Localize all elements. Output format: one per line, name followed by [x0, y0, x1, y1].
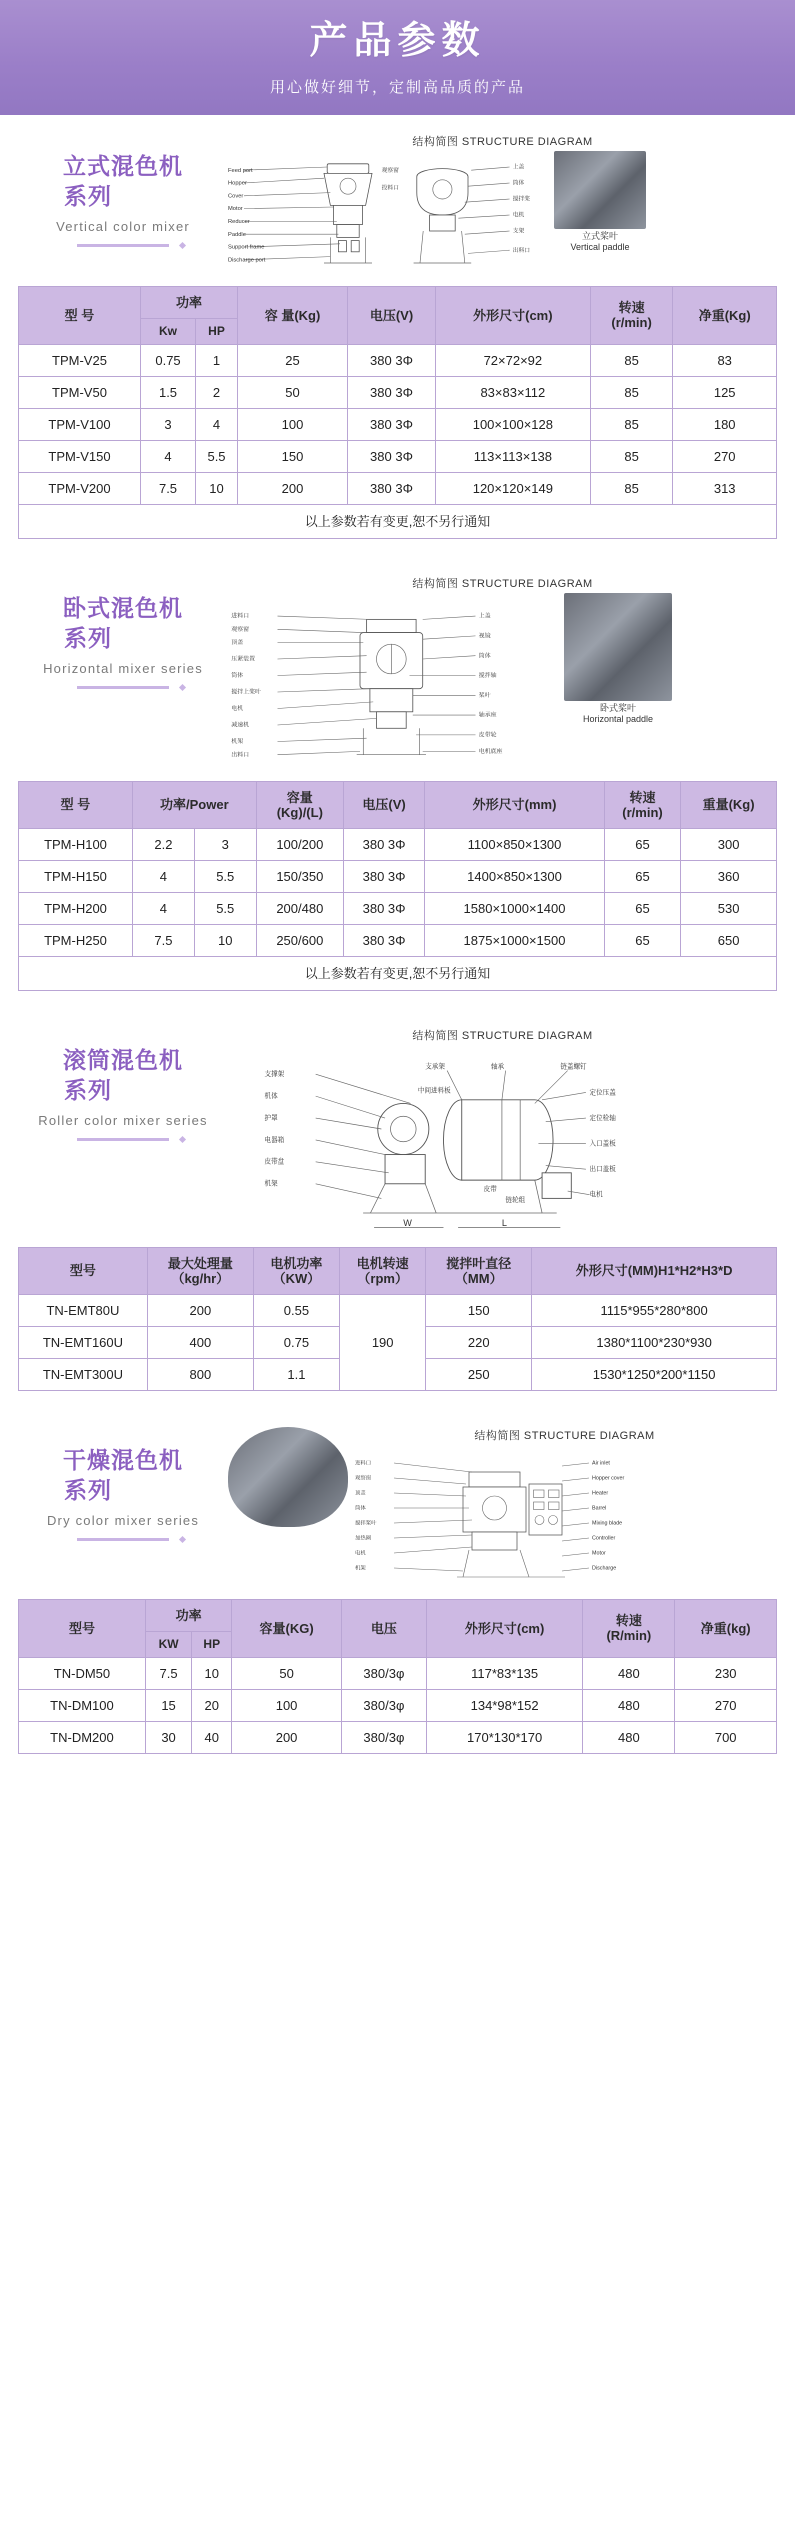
- svg-text:Mixing blade: Mixing blade: [592, 1520, 623, 1527]
- svg-text:观察窗: 观察窗: [355, 1475, 372, 1482]
- cell-voltage: 380 3Φ: [348, 376, 436, 408]
- svg-text:机体: 机体: [264, 1092, 278, 1100]
- svg-text:出口盖板: 出口盖板: [589, 1165, 616, 1173]
- svg-text:机架: 机架: [355, 1565, 366, 1572]
- section-roller-figure: [228, 1027, 777, 1237]
- cell-capacity: 50: [237, 376, 347, 408]
- svg-text:搅拌上桨叶: 搅拌上桨叶: [231, 689, 261, 696]
- vertical-paddle-photo: [554, 151, 646, 229]
- svg-text:Discharge: Discharge: [592, 1565, 617, 1572]
- section-vertical-title-cn-2: 系列: [64, 183, 112, 209]
- cell-weight: 270: [673, 440, 777, 472]
- cell-voltage: 380 3Φ: [348, 344, 436, 376]
- table-row: [19, 1689, 777, 1721]
- cell-kw: 0.75: [140, 344, 195, 376]
- paddle-caption-cn: 卧式桨叶: [599, 702, 636, 713]
- cell-kw: 7.5: [145, 1657, 191, 1689]
- cell-weight: 230: [675, 1657, 777, 1689]
- section-vertical-title: [18, 133, 228, 247]
- table-row: [19, 1657, 777, 1689]
- diagram-caption: 结构简图 STRUCTURE DIAGRAM: [412, 136, 593, 148]
- cell-voltage: 380 3Φ: [348, 440, 436, 472]
- vertical-table-wrap: [0, 286, 795, 557]
- cell-speed: 480: [583, 1721, 675, 1753]
- cell-blade-dia: 220: [426, 1326, 532, 1358]
- cell-max-capacity: 200: [147, 1294, 253, 1326]
- svg-text:筒体: 筒体: [512, 180, 525, 187]
- cell-model: TPM-H200: [19, 892, 133, 924]
- cell-voltage: 380 3Φ: [348, 408, 436, 440]
- cell-hp: 5.5: [194, 892, 256, 924]
- dry-mixer-blade-photo: [228, 1427, 348, 1527]
- horizontal-table-body: [19, 828, 777, 956]
- section-dry-title-en: Dry color mixer series: [46, 1512, 200, 1528]
- svg-text:视镜: 视镜: [478, 633, 491, 640]
- svg-text:Hopper: Hopper: [228, 180, 247, 187]
- th-voltage: 电压(V): [348, 286, 436, 344]
- cell-hp: 3: [194, 828, 256, 860]
- cell-model: TPM-V200: [19, 472, 141, 504]
- cell-capacity: 200/480: [256, 892, 343, 924]
- cell-model: TN-EMT300U: [19, 1358, 148, 1390]
- cell-size: 1530*1250*200*1150: [532, 1358, 777, 1390]
- th-size: 外形尺寸(cm): [435, 286, 590, 344]
- cell-weight: 300: [681, 828, 777, 860]
- cell-model: TN-EMT160U: [19, 1326, 148, 1358]
- svg-text:机架: 机架: [231, 738, 244, 745]
- cell-capacity: 50: [232, 1657, 342, 1689]
- title-underline: [77, 686, 169, 689]
- cell-speed: 85: [590, 344, 673, 376]
- cell-model: TPM-V25: [19, 344, 141, 376]
- cell-voltage: 380 3Φ: [343, 828, 424, 860]
- th-speed: 转速 (R/min): [583, 1599, 675, 1657]
- svg-text:电机: 电机: [231, 705, 244, 712]
- svg-text:搅拌桨: 搅拌桨: [512, 196, 531, 203]
- svg-text:L: L: [501, 1217, 507, 1228]
- cell-motor-power: 0.75: [253, 1326, 339, 1358]
- svg-text:Hopper cover: Hopper cover: [592, 1475, 625, 1482]
- paddle-caption-en: Vertical paddle: [570, 242, 630, 252]
- svg-text:机架: 机架: [264, 1180, 278, 1188]
- table-row: [19, 472, 777, 504]
- svg-text:护罩: 护罩: [264, 1114, 278, 1122]
- svg-text:Discharge port: Discharge port: [228, 257, 266, 264]
- horizontal-paddle-photo: [564, 593, 672, 701]
- svg-text:皮带: 皮带: [483, 1186, 497, 1194]
- horizontal-table-wrap: [0, 781, 795, 1009]
- vertical-mixer-structure-diagram: [228, 151, 548, 276]
- cell-model: TPM-H100: [19, 828, 133, 860]
- table-row: [19, 924, 777, 956]
- svg-text:轴承: 轴承: [490, 1063, 505, 1071]
- svg-text:皮带轮: 皮带轮: [478, 732, 497, 739]
- svg-text:桨叶: 桨叶: [478, 692, 491, 699]
- svg-text:Heater: Heater: [592, 1490, 609, 1497]
- cell-capacity: 250/600: [256, 924, 343, 956]
- svg-text:减速机: 减速机: [231, 722, 250, 729]
- cell-speed: 480: [583, 1657, 675, 1689]
- cell-kw: 7.5: [140, 472, 195, 504]
- cell-hp: 10: [196, 472, 238, 504]
- vertical-table-body: [19, 344, 777, 504]
- th-max-capacity: 最大处理量 （kg/hr）: [147, 1247, 253, 1294]
- th-capacity: 容量 (Kg)/(L): [256, 781, 343, 828]
- svg-text:电器箱: 电器箱: [264, 1136, 285, 1144]
- cell-size: 72×72×92: [435, 344, 590, 376]
- th-speed: 转速 (r/min): [604, 781, 680, 828]
- cell-model: TPM-H250: [19, 924, 133, 956]
- svg-text:Support frame: Support frame: [228, 244, 265, 251]
- page-title: 产品参数: [309, 20, 486, 62]
- cell-size: 83×83×112: [435, 376, 590, 408]
- svg-text:入口盖板: 入口盖板: [589, 1140, 616, 1148]
- cell-size: 113×113×138: [435, 440, 590, 472]
- th-weight: 重量(Kg): [681, 781, 777, 828]
- th-weight: 净重(Kg): [673, 286, 777, 344]
- table-row: [19, 1721, 777, 1753]
- cell-hp: 5.5: [194, 860, 256, 892]
- cell-size: 1380*1100*230*930: [532, 1326, 777, 1358]
- section-roller-title: [18, 1027, 228, 1141]
- cell-size: 170*130*170: [426, 1721, 582, 1753]
- svg-text:定位检轴: 定位检轴: [589, 1114, 616, 1122]
- svg-text:出料口: 出料口: [512, 247, 531, 254]
- section-dry-figure: [228, 1427, 777, 1589]
- section-horizontal-title-cn-1: 卧式混色机: [63, 594, 183, 621]
- table-footnote: 以上参数若有变更,恕不另行通知: [19, 956, 777, 990]
- cell-kw: 4: [140, 440, 195, 472]
- dry-table-body: [19, 1657, 777, 1753]
- svg-text:投料口: 投料口: [381, 185, 399, 192]
- th-size: 外形尺寸(cm): [426, 1599, 582, 1657]
- diagram-caption: 结构简图 STRUCTURE DIAGRAM: [474, 1429, 655, 1442]
- cell-hp: 5.5: [196, 440, 238, 472]
- cell-capacity: 25: [237, 344, 347, 376]
- cell-voltage: 380/3φ: [341, 1689, 426, 1721]
- cell-max-capacity: 800: [147, 1358, 253, 1390]
- cell-kw: 30: [145, 1721, 191, 1753]
- section-vertical-figure: [228, 133, 777, 276]
- svg-text:链盖螺钉: 链盖螺钉: [560, 1063, 587, 1071]
- th-capacity: 容量(KG): [232, 1599, 342, 1657]
- th-model: 型号: [19, 1247, 148, 1294]
- cell-capacity: 100: [232, 1689, 342, 1721]
- paddle-caption-cn: 立式桨叶: [581, 231, 618, 241]
- cell-speed: 85: [590, 440, 673, 472]
- svg-text:进料口: 进料口: [231, 613, 250, 620]
- cell-model: TPM-V50: [19, 376, 141, 408]
- svg-text:顶盖: 顶盖: [355, 1490, 366, 1497]
- horizontal-spec-table: [18, 781, 777, 991]
- cell-hp: 10: [192, 1657, 232, 1689]
- cell-size: 134*98*152: [426, 1689, 582, 1721]
- title-underline: [77, 1138, 169, 1141]
- svg-text:电机底座: 电机底座: [478, 748, 503, 755]
- table-footnote: 以上参数若有变更,恕不另行通知: [19, 504, 777, 538]
- svg-text:Cover: Cover: [228, 193, 244, 200]
- page-subtitle: 用心做好细节，定制高品质的产品: [269, 79, 525, 96]
- section-dry-title-cn-2: 系列: [64, 1476, 112, 1503]
- svg-text:上盖: 上盖: [478, 613, 491, 620]
- section-horizontal-title-en: Horizontal mixer series: [43, 660, 203, 676]
- cell-voltage: 380/3φ: [341, 1657, 426, 1689]
- section-horizontal: [0, 557, 795, 777]
- cell-size: 1100×850×1300: [425, 828, 605, 860]
- cell-kw: 7.5: [132, 924, 194, 956]
- cell-kw: 4: [132, 892, 194, 924]
- svg-text:Motor: Motor: [592, 1550, 606, 1557]
- cell-speed: 85: [590, 376, 673, 408]
- th-speed: 转速 (r/min): [590, 286, 673, 344]
- svg-text:Controller: Controller: [592, 1535, 616, 1542]
- cell-speed: 65: [604, 924, 680, 956]
- section-horizontal-title-cn-2: 系列: [64, 624, 112, 651]
- cell-speed: 65: [604, 828, 680, 860]
- table-row: [19, 344, 777, 376]
- section-dry-title: [18, 1427, 228, 1541]
- cell-voltage: 380 3Φ: [343, 892, 424, 924]
- cell-kw: 4: [132, 860, 194, 892]
- cell-kw: 2.2: [132, 828, 194, 860]
- table-row: [19, 408, 777, 440]
- svg-text:电机: 电机: [589, 1191, 603, 1199]
- roller-spec-table: [18, 1247, 777, 1391]
- cell-model: TN-DM100: [19, 1689, 146, 1721]
- svg-text:压紧装置: 压紧装置: [231, 656, 255, 663]
- cell-weight: 360: [681, 860, 777, 892]
- cell-motor-power: 0.55: [253, 1294, 339, 1326]
- diagram-caption: 结构简图 STRUCTURE DIAGRAM: [412, 577, 593, 590]
- th-motor-power: 电机功率 （KW）: [253, 1247, 339, 1294]
- cell-hp: 40: [192, 1721, 232, 1753]
- svg-text:Air inlet: Air inlet: [592, 1460, 610, 1467]
- cell-blade-dia: 250: [426, 1358, 532, 1390]
- cell-kw: 3: [140, 408, 195, 440]
- svg-text:上盖: 上盖: [512, 164, 525, 171]
- cell-model: TN-DM200: [19, 1721, 146, 1753]
- cell-hp: 10: [194, 924, 256, 956]
- cell-hp: 2: [196, 376, 238, 408]
- cell-weight: 83: [673, 344, 777, 376]
- section-horizontal-figure: [228, 575, 777, 771]
- svg-text:加热圈: 加热圈: [355, 1535, 372, 1542]
- cell-hp: 1: [196, 344, 238, 376]
- svg-text:筒体: 筒体: [478, 653, 491, 660]
- th-model: 型 号: [19, 781, 133, 828]
- cell-motor-power: 1.1: [253, 1358, 339, 1390]
- svg-text:搅拌桨叶: 搅拌桨叶: [355, 1520, 377, 1527]
- vertical-paddle-photo-wrap: [554, 151, 646, 253]
- th-power: 功率: [140, 286, 237, 318]
- cell-weight: 530: [681, 892, 777, 924]
- cell-voltage: 380 3Φ: [348, 472, 436, 504]
- cell-blade-dia: 150: [426, 1294, 532, 1326]
- section-vertical-title-cn-1: 立式混色机: [63, 153, 183, 179]
- cell-capacity: 200: [237, 472, 347, 504]
- svg-text:Reducer: Reducer: [228, 218, 250, 225]
- cell-capacity: 150/350: [256, 860, 343, 892]
- th-kw: KW: [145, 1631, 191, 1657]
- table-row: [19, 1294, 777, 1326]
- cell-size: 1875×1000×1500: [425, 924, 605, 956]
- cell-kw: 1.5: [140, 376, 195, 408]
- cell-size: 1400×850×1300: [425, 860, 605, 892]
- cell-hp: 20: [192, 1689, 232, 1721]
- cell-motor-speed: 190: [340, 1294, 426, 1390]
- dry-table-wrap: [0, 1599, 795, 1772]
- svg-text:Paddle: Paddle: [228, 231, 246, 238]
- cell-voltage: 380/3φ: [341, 1721, 426, 1753]
- svg-text:Feed port: Feed port: [228, 167, 253, 174]
- cell-weight: 125: [673, 376, 777, 408]
- dry-spec-table: [18, 1599, 777, 1754]
- vertical-spec-table: [18, 286, 777, 539]
- svg-text:观察窗: 观察窗: [381, 167, 399, 174]
- section-roller: [0, 1009, 795, 1243]
- cell-kw: 15: [145, 1689, 191, 1721]
- cell-capacity: 200: [232, 1721, 342, 1753]
- svg-text:搅拌轴: 搅拌轴: [478, 672, 497, 679]
- th-power: 功率/Power: [132, 781, 256, 828]
- section-dry: [0, 1409, 795, 1595]
- cell-size: 1115*955*280*800: [532, 1294, 777, 1326]
- cell-weight: 650: [681, 924, 777, 956]
- svg-text:筒体: 筒体: [231, 672, 244, 679]
- paddle-caption-en: Horizontal paddle: [582, 713, 654, 724]
- section-dry-title-cn-1: 干燥混色机: [63, 1446, 183, 1473]
- section-vertical-title-en: Vertical color mixer: [56, 219, 190, 234]
- cell-weight: 700: [675, 1721, 777, 1753]
- page-banner: [0, 0, 795, 115]
- roller-table-body: [19, 1294, 777, 1390]
- th-size: 外形尺寸(MM)H1*H2*H3*D: [532, 1247, 777, 1294]
- table-row: [19, 892, 777, 924]
- section-roller-title-cn-2: 系列: [64, 1076, 112, 1103]
- title-underline: [77, 1538, 169, 1541]
- th-power: 功率: [145, 1599, 231, 1631]
- cell-speed: 65: [604, 892, 680, 924]
- svg-text:支架: 支架: [512, 228, 525, 235]
- cell-capacity: 150: [237, 440, 347, 472]
- cell-weight: 270: [675, 1689, 777, 1721]
- th-voltage: 电压(V): [343, 781, 424, 828]
- cell-model: TN-DM50: [19, 1657, 146, 1689]
- th-motor-speed: 电机转速 （rpm）: [340, 1247, 426, 1294]
- cell-speed: 65: [604, 860, 680, 892]
- svg-text:支承架: 支承架: [425, 1063, 445, 1071]
- th-hp: HP: [196, 318, 238, 344]
- cell-voltage: 380 3Φ: [343, 860, 424, 892]
- cell-size: 120×120×149: [435, 472, 590, 504]
- svg-text:轴承座: 轴承座: [478, 712, 497, 719]
- cell-model: TPM-V150: [19, 440, 141, 472]
- svg-text:电机: 电机: [512, 212, 525, 219]
- cell-max-capacity: 400: [147, 1326, 253, 1358]
- svg-text:观察窗: 观察窗: [231, 626, 250, 633]
- table-row: [19, 440, 777, 472]
- cell-capacity: 100/200: [256, 828, 343, 860]
- svg-text:顶盖: 顶盖: [231, 639, 244, 646]
- svg-text:进料口: 进料口: [355, 1460, 372, 1467]
- cell-size: 1580×1000×1400: [425, 892, 605, 924]
- th-blade-dia: 搅拌叶直径 （MM）: [426, 1247, 532, 1294]
- th-size: 外形尺寸(mm): [425, 781, 605, 828]
- th-capacity: 容 量(Kg): [237, 286, 347, 344]
- cell-model: TPM-H150: [19, 860, 133, 892]
- th-hp: HP: [192, 1631, 232, 1657]
- table-row: [19, 860, 777, 892]
- cell-hp: 4: [196, 408, 238, 440]
- horizontal-mixer-structure-diagram: [228, 593, 558, 771]
- roller-mixer-structure-diagram: [228, 1045, 648, 1237]
- cell-capacity: 100: [237, 408, 347, 440]
- th-model: 型号: [19, 1599, 146, 1657]
- svg-text:链轮组: 链轮组: [505, 1197, 526, 1205]
- roller-table-wrap: [0, 1247, 795, 1409]
- svg-text:定位压盖: 定位压盖: [589, 1089, 616, 1097]
- svg-text:出料口: 出料口: [231, 752, 250, 759]
- th-weight: 净重(kg): [675, 1599, 777, 1657]
- cell-speed: 480: [583, 1689, 675, 1721]
- th-voltage: 电压: [341, 1599, 426, 1657]
- title-underline: [77, 244, 169, 247]
- svg-text:Motor: Motor: [228, 206, 243, 213]
- dry-mixer-structure-diagram: [352, 1445, 652, 1589]
- cell-speed: 85: [590, 408, 673, 440]
- table-row: [19, 828, 777, 860]
- section-horizontal-title: [18, 575, 228, 689]
- cell-weight: 180: [673, 408, 777, 440]
- section-vertical: [0, 115, 795, 282]
- svg-text:电机: 电机: [355, 1550, 366, 1557]
- th-kw: Kw: [140, 318, 195, 344]
- cell-model: TN-EMT80U: [19, 1294, 148, 1326]
- section-roller-title-en: Roller color mixer series: [38, 1112, 208, 1128]
- svg-text:筒体: 筒体: [355, 1505, 366, 1512]
- svg-text:支撑架: 支撑架: [264, 1071, 285, 1079]
- cell-speed: 85: [590, 472, 673, 504]
- svg-text:皮带盘: 皮带盘: [264, 1158, 285, 1166]
- section-roller-title-cn-1: 滚筒混色机: [63, 1046, 183, 1073]
- cell-model: TPM-V100: [19, 408, 141, 440]
- diagram-caption: 结构简图 STRUCTURE DIAGRAM: [412, 1029, 593, 1042]
- svg-text:Barrel: Barrel: [592, 1505, 607, 1512]
- horizontal-paddle-photo-wrap: [564, 593, 672, 725]
- table-row: [19, 376, 777, 408]
- cell-weight: 313: [673, 472, 777, 504]
- cell-size: 117*83*135: [426, 1657, 582, 1689]
- th-model: 型 号: [19, 286, 141, 344]
- cell-size: 100×100×128: [435, 408, 590, 440]
- cell-voltage: 380 3Φ: [343, 924, 424, 956]
- svg-text:中间进料板: 中间进料板: [417, 1087, 451, 1095]
- svg-text:W: W: [403, 1217, 412, 1228]
